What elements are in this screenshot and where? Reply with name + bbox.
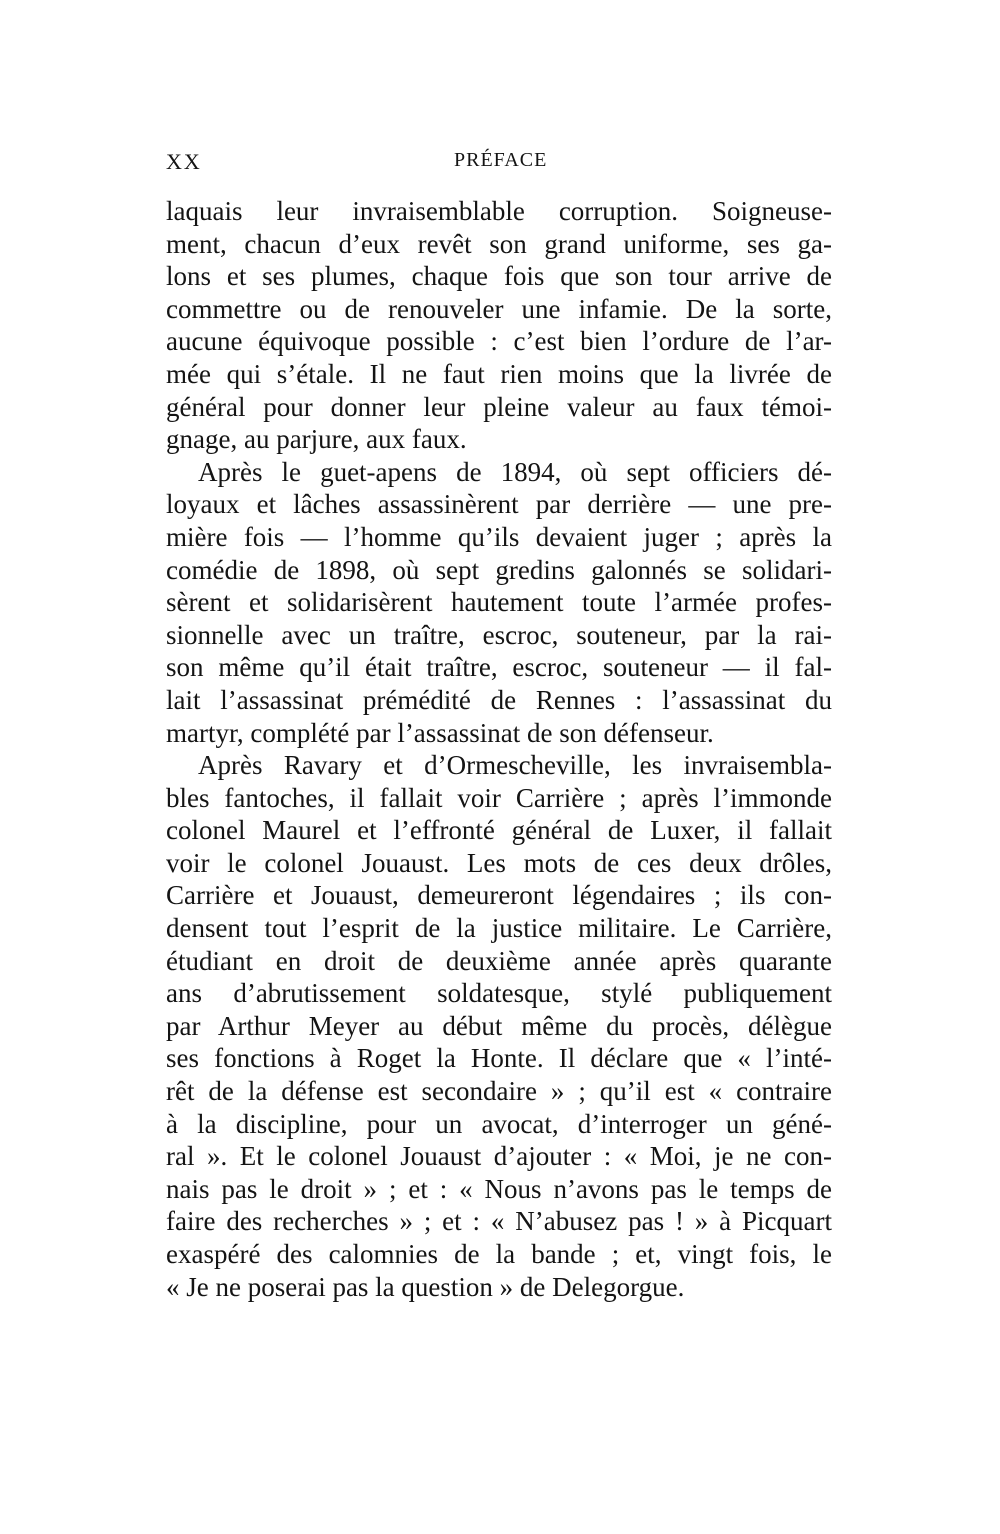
text-line: sionnelle avec un traître, escroc, souteneur, par la rai- (166, 619, 832, 650)
paragraph (166, 456, 832, 749)
text-line: rêt de la défense est secondaire » ; qu’il est « contraire (166, 1076, 832, 1107)
text-line: lons et ses plumes, chaque fois que son tour arrive de (166, 261, 832, 292)
text-line: aucune équivoque possible : c’est bien l’ordure de l’ar- (166, 326, 832, 357)
text-line: général pour donner leur pleine valeur au faux témoi- (166, 391, 832, 422)
text-line: Après le guet-apens de 1894, où sept officiers dé- (198, 456, 832, 487)
paragraph (166, 195, 832, 456)
text-line: à la discipline, pour un avocat, d’interroger un géné- (166, 1108, 832, 1139)
text-line: mée qui s’étale. Il ne faut rien moins que la livrée de (166, 358, 832, 389)
text-line: Carrière et Jouaust, demeureront légendaires ; ils con- (166, 880, 832, 911)
text-line: laquais leur invraisemblable corruption. Soigneuse- (166, 196, 832, 226)
text-line: ment, chacun d’eux revêt son grand uniforme, ses ga- (166, 228, 832, 259)
text-line: gnage, au parjure, aux faux. (166, 424, 467, 455)
text-line: ans d’abrutissement soldatesque, stylé publiquement (166, 978, 832, 1009)
text-line: ses fonctions à Roget la Honte. Il déclare que « l’inté- (166, 1043, 832, 1074)
body-text (166, 195, 832, 1303)
text-line: martyr, complété par l’assassinat de son défenseur. (166, 717, 714, 748)
text-line: commettre ou de renouveler une infamie. De la sorte, (166, 293, 832, 324)
page-header (166, 149, 832, 179)
text-line: « Je ne poserai pas la question » de Delegorgue. (166, 1271, 685, 1302)
text-line: sèrent et solidarisèrent hautement toute l’armée profes- (166, 587, 832, 618)
text-line: faire des recherches » ; et : « N’abusez pas ! » à Picquart (166, 1206, 832, 1237)
text-line: nais pas le droit » ; et : « Nous n’avons pas le temps de (166, 1173, 832, 1204)
text-line: étudiant en droit de deuxième année après quarante (166, 945, 832, 976)
text-line: bles fantoches, il fallait voir Carrière ; après l’immonde (166, 782, 832, 813)
paragraph (166, 749, 832, 1303)
text-line: comédie de 1898, où sept gredins galonnés se solidari- (166, 554, 832, 585)
running-title: PRÉFACE (454, 149, 548, 171)
text-line: exaspéré des calomnies de la bande ; et, vingt fois, le (166, 1239, 832, 1269)
text-line: son même qu’il était traître, escroc, souteneur — il fal- (166, 652, 832, 683)
text-line: voir le colonel Jouaust. Les mots de ces deux drôles, (166, 847, 832, 878)
text-line: densent tout l’esprit de la justice militaire. Le Carrière, (166, 913, 832, 944)
text-line: colonel Maurel et l’effronté général de Luxer, il fallait (166, 815, 832, 846)
text-line: lait l’assassinat prémédité de Rennes : l’assassinat du (166, 684, 832, 715)
text-line: par Arthur Meyer au début même du procès, délègue (166, 1010, 832, 1041)
text-line: loyaux et lâches assassinèrent par derrière — une pre- (166, 489, 832, 520)
text-line: ral ». Et le colonel Jouaust d’ajouter : « Moi, je ne con- (166, 1141, 832, 1172)
text-line: mière fois — l’homme qu’ils devaient juger ; après la (166, 521, 832, 552)
text-line: Après Ravary et d’Ormescheville, les invraisembla- (198, 750, 832, 781)
page-number: XX (166, 149, 202, 174)
